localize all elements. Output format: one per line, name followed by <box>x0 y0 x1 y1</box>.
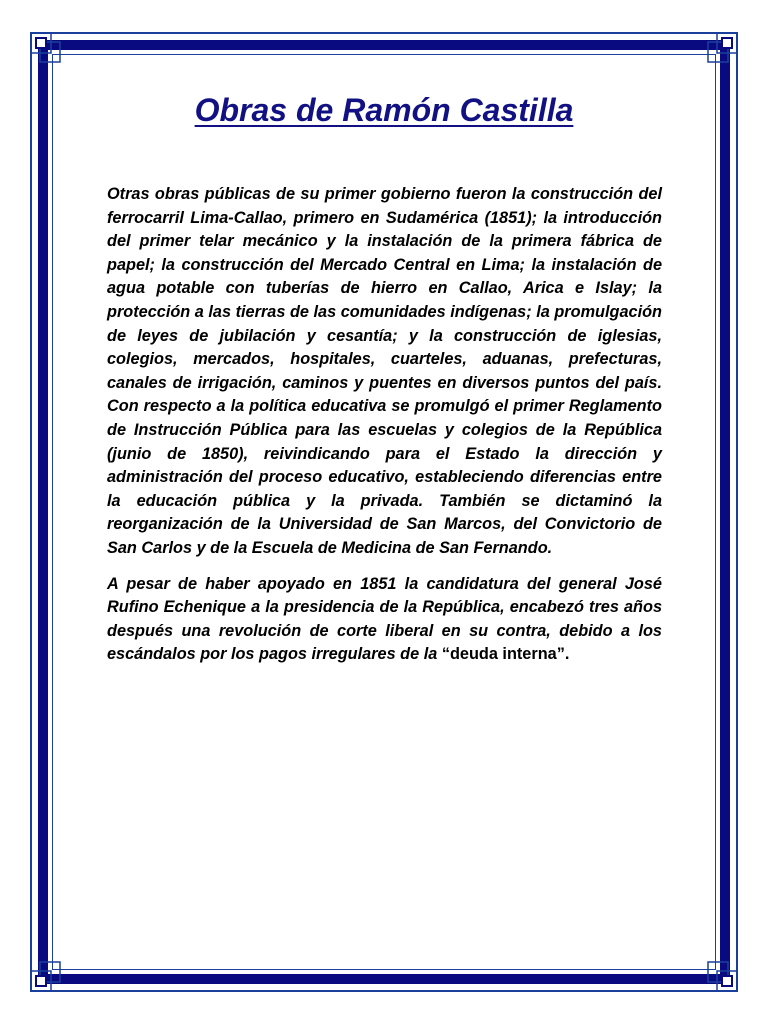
page-title: Obras de Ramón Castilla <box>194 92 574 128</box>
corner-ornament-icon <box>30 32 62 64</box>
paragraph: Otras obras públicas de su primer gobierno fueron la construcción del ferrocarril Lima-Callao, primero en Sudamérica (1851); la introducción del primer telar mecánico y la instalación de la primera fábrica de papel; la construcción del Mercado Central en Lima; la instalación de agua potable con tuberías de hierro en Callao, Arica e Islay; la protección a las tierras de las comunidades indígenas; la promulgación de leyes de jubilación y cesantía; y la construcción de iglesias, colegios, mercados, hospitales, cuarteles, aduanas, prefecturas, canales de irrigación, caminos y puentes en diversos puntos del país. Con respecto a la política educativa se promulgó el primer Reglamento de Instrucción Pública para las escuelas y colegios de la República (junio de 1850), reivindicando para el Estado la dirección y administración del proceso educativo, estableciendo diferencias entre la educación pública y la privada. También se dictaminó la reorganización de la Universidad de San Marcos, del Convictorio de San Carlos y de la Escuela de Medicina de San Fernando. <box>107 185 662 557</box>
paragraph-text: A pesar de haber apoyado en 1851 la candidatura del general José Rufino Echenique a la presidencia de la República, encabezó tres años después una revolución de corte liberal en su contra, debido a los escándalos por los pagos irregulares de la <box>107 574 662 664</box>
closing-quote: “deuda interna”. <box>441 645 570 664</box>
corner-ornament-icon <box>30 960 62 992</box>
corner-ornament-icon <box>706 960 738 992</box>
paragraph <box>107 573 662 667</box>
document-body <box>107 183 662 679</box>
corner-ornament-icon <box>706 32 738 64</box>
